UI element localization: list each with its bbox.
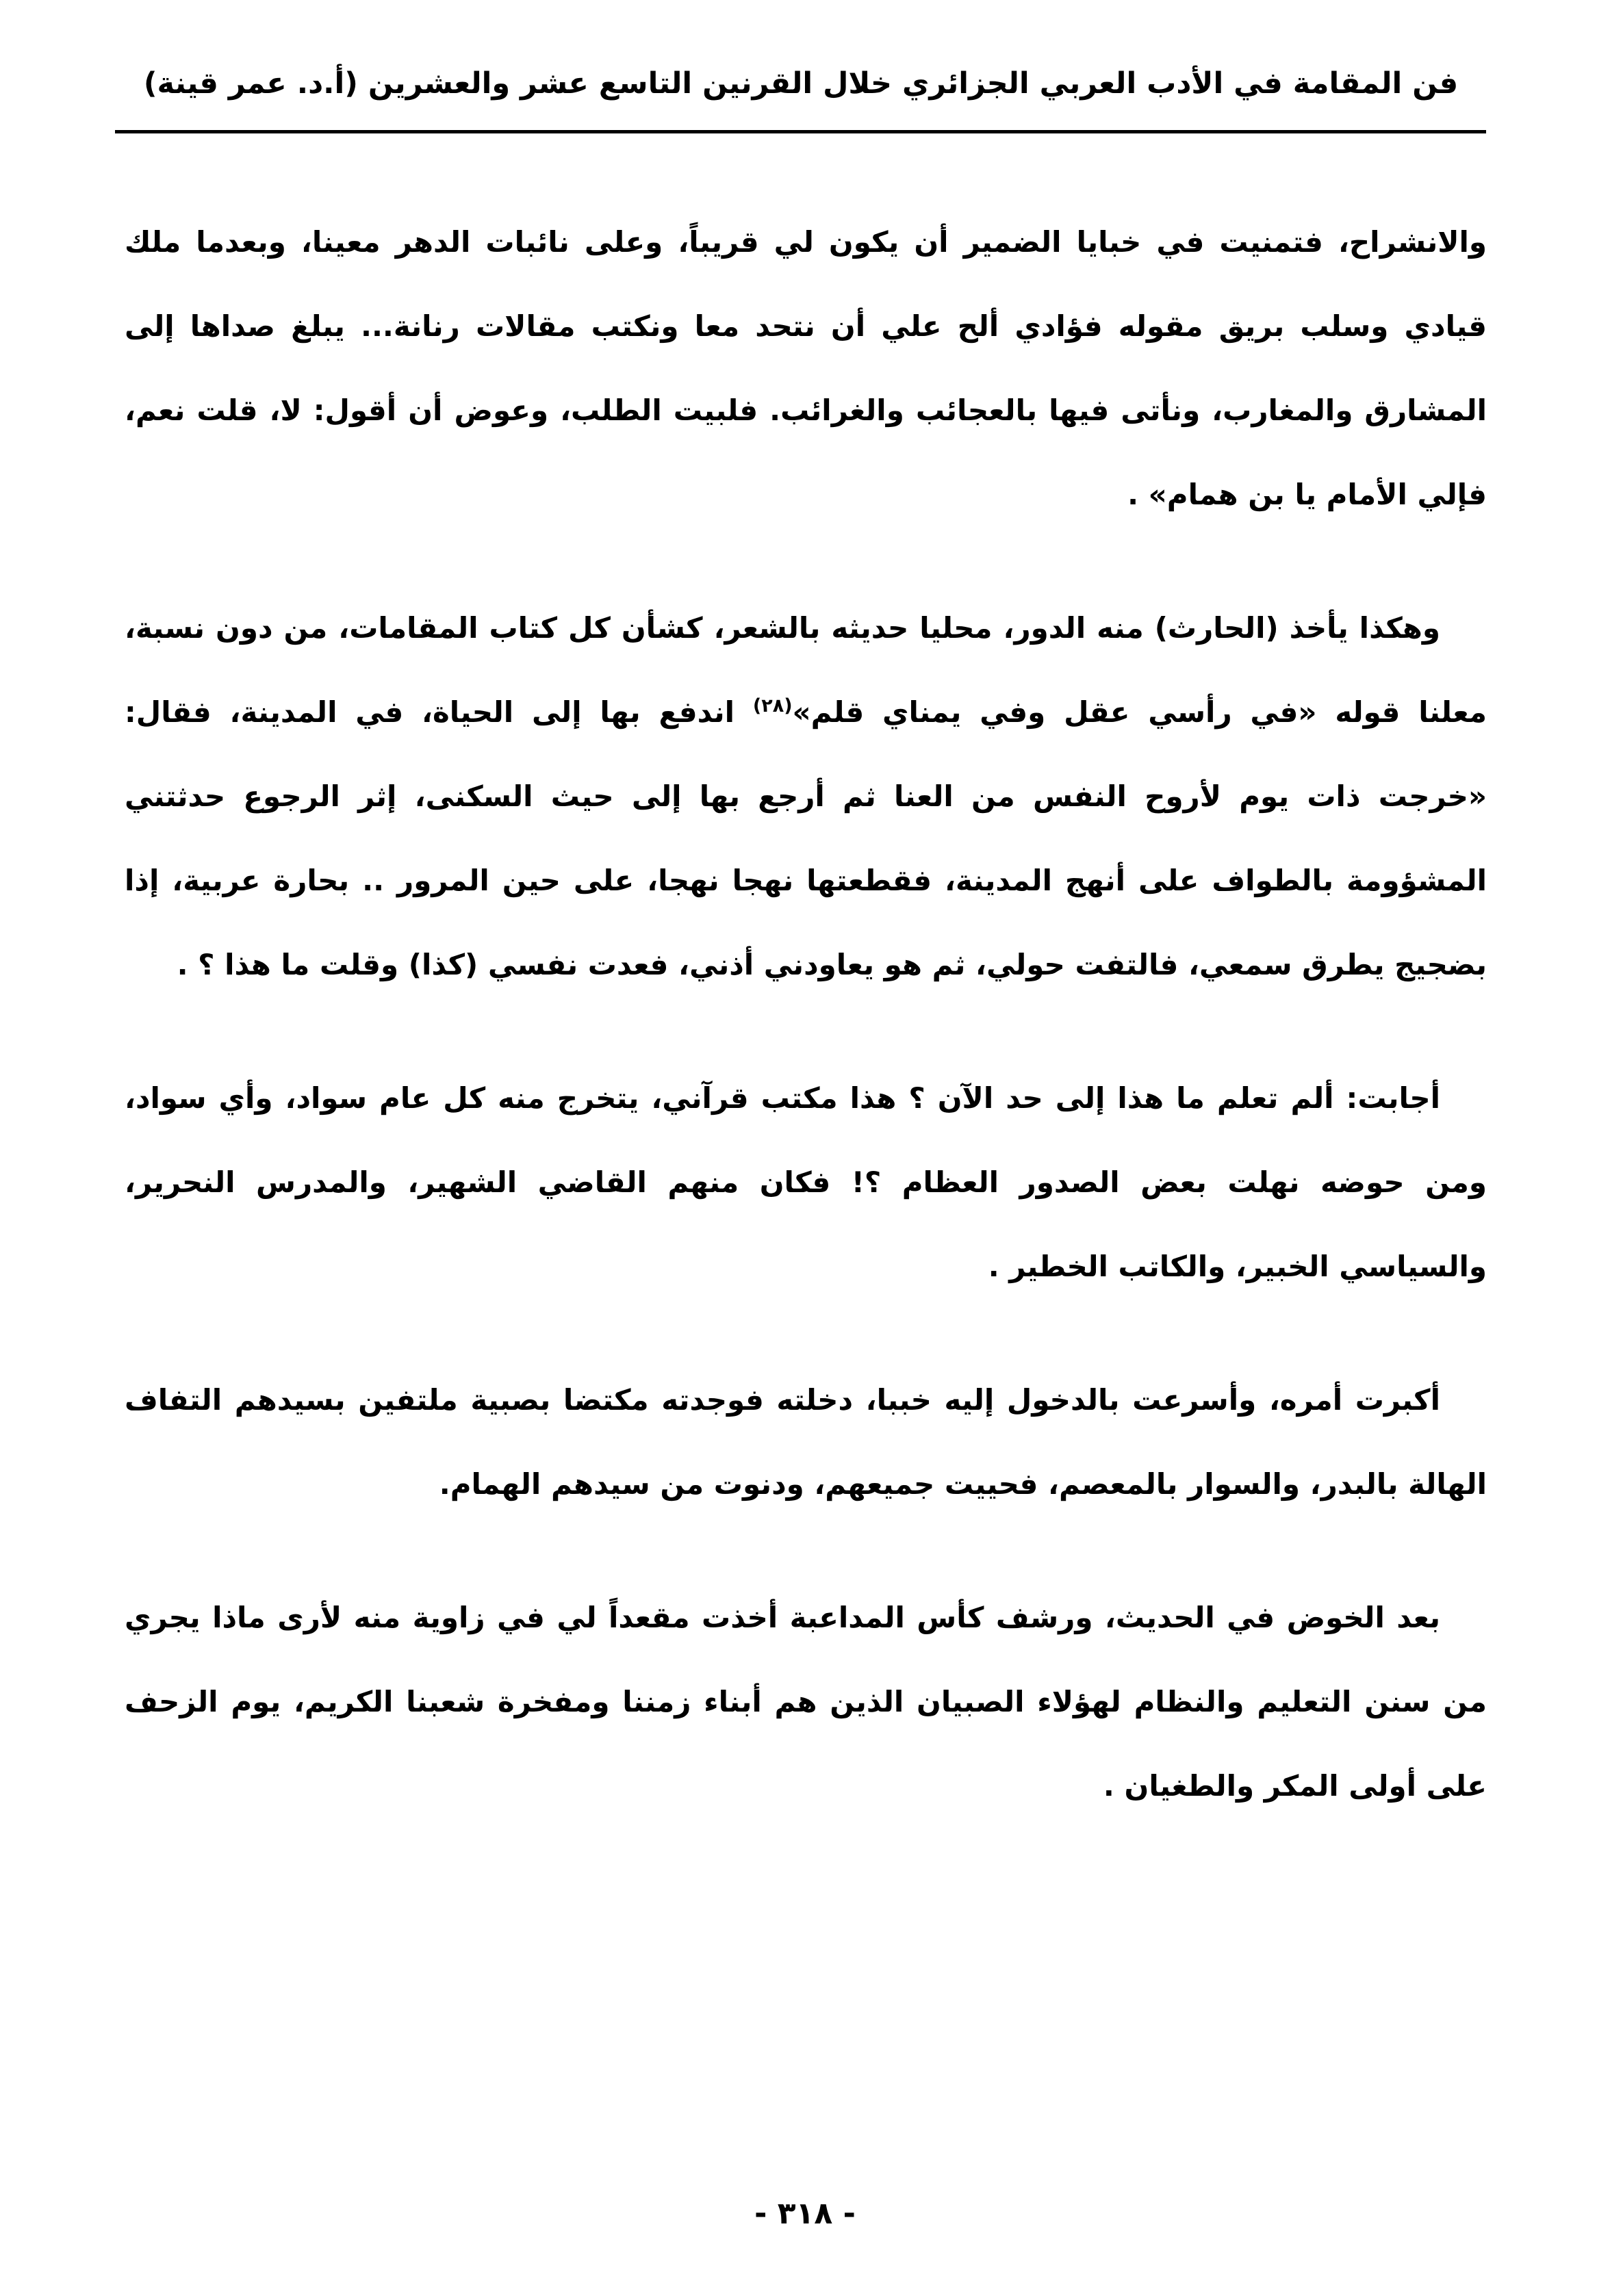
paragraph-2-part-1: وهكذا يأخذ (الحارث) منه الدور، محليا حديثه بالشعر، كشأن كل كتاب المقامات، من دون نسبة، معلنا قوله «في رأسي عقل وفي يمناي قلم» [125,611,1487,729]
running-header: فن المقامة في الأدب العربي الجزائري خلال القرنين التاسع عشر والعشرين (أ.د. عمر قينة) [143,66,1459,101]
paragraph-2 [125,586,1487,1007]
paragraph-1: والانشراح، فتمنيت في خبايا الضمير أن يكون لي قريباً، وعلى نائبات الدهر معينا، وبعدما ملك قيادي وسلب بريق مقوله فؤادي ألح علي أن نتحد معا ونكتب مقالات رنانة... يبلغ صداها إلى المشارق والمغارب، ونأتى فيها بالعجائب والغرائب. فلبيت الطلب، وعوض أن أقول: لا، قلت نعم، فإلي الأمام يا بن همام» . [125,225,1487,511]
paragraph-4: أكبرت أمره، وأسرعت بالدخول إليه خببا، دخلته فوجدته مكتضا بصبية ملتفين بسيدهم التفاف الهالة بالبدر، والسوار بالمعصم، فحييت جميعهم، ودنوت من سيدهم الهمام. [125,1383,1487,1501]
paragraph-5: بعد الخوض في الحديث، ورشف كأس المداعبة أخذت مقعداً لي في زاوية منه لأرى ماذا يجري من سنن التعليم والنظام لهؤلاء الصبيان الذين هم أبناء زمننا ومفخرة شعبنا الكريم، يوم الزحف على أولى المكر والطغيان . [125,1601,1487,1803]
header-divider [115,130,1486,133]
page-number: - ٣١٨ - [754,2196,856,2231]
footnote-reference[interactable]: (٢٨) [752,695,793,717]
page-body [125,200,1487,1877]
paragraph-2-part-2: اندفع بها إلى الحياة، في المدينة، فقال: «خرجت ذات يوم لأروح النفس من العنا ثم أرجع بها إلى حيث السكنى، إثر الرجوع حدثتني المشؤومة بالطواف على أنهج المدينة، فقطعتها نهجا نهجا، على حين المرور .. بحارة عربية، إذا بضجيج يطرق سمعي، فالتفت حولي، ثم هو يعاودني أذني، فعدت نفسي (كذا) وقلت ما هذا ؟ . [125,695,1487,981]
paragraph-3: أجابت: ألم تعلم ما هذا إلى حد الآن ؟ هذا مكتب قرآني، يتخرج منه كل عام سواد، وأي سواد، ومن حوضه نهلت بعض الصدور العظام ؟! فكان منهم القاضي الشهير، والمدرس النحرير، والسياسي الخبير، والكاتب الخطير . [125,1081,1487,1283]
